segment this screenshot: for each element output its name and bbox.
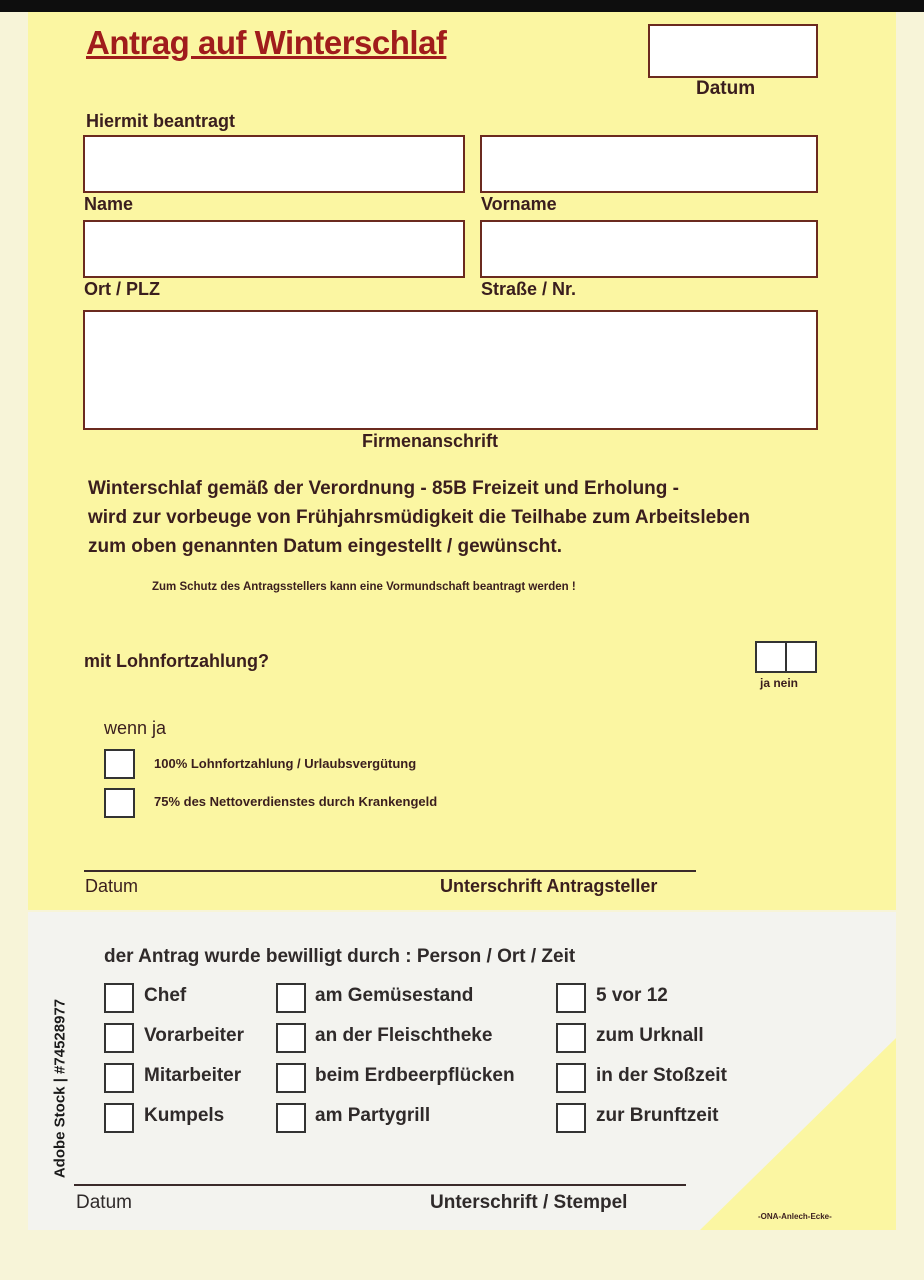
fleischtheke-checkbox[interactable]: [276, 1023, 306, 1053]
brunftzeit-label: zur Brunftzeit: [596, 1105, 719, 1126]
signature-line: [84, 870, 696, 872]
gemuesestand-checkbox[interactable]: [276, 983, 306, 1013]
mitarbeiter-label: Mitarbeiter: [144, 1065, 242, 1086]
vorarbeiter-label: Vorarbeiter: [144, 1025, 244, 1046]
vorarbeiter-checkbox[interactable]: [104, 1023, 134, 1053]
erdbeerpfluecken-label: beim Erdbeerpflücken: [315, 1065, 515, 1086]
sign-datum-label: Datum: [85, 876, 139, 896]
approval-signature-line: [74, 1184, 686, 1186]
paragraph-line: wird zur vorbeuge von Frühjahrsmüdigkeit die Teilhabe zum Arbeitsleben: [88, 507, 750, 528]
ort-plz-label: Ort / PLZ: [84, 279, 160, 299]
stosszeit-label: in der Stoßzeit: [596, 1065, 727, 1086]
approval-stempel-label: Unterschrift / Stempel: [430, 1192, 628, 1213]
strasse-label: Straße / Nr.: [481, 279, 577, 299]
datum-field[interactable]: [648, 24, 818, 78]
fuenf-vor-zwoelf-checkbox[interactable]: [556, 983, 586, 1013]
ja-nein-label: ja nein: [760, 676, 799, 690]
urknall-checkbox[interactable]: [556, 1023, 586, 1053]
description-paragraph: [88, 474, 868, 561]
firmenanschrift-label: Firmenanschrift: [362, 431, 499, 451]
top-bar: [0, 0, 924, 12]
form-title: Antrag auf Winterschlaf: [86, 24, 447, 61]
option-75-label: 75% des Nettoverdienstes durch Krankengeld: [154, 794, 438, 809]
paragraph-line: zum oben genannten Datum eingestellt / gewünscht.: [88, 536, 562, 557]
partygrill-label: am Partygrill: [315, 1105, 431, 1126]
name-label: Name: [84, 194, 134, 214]
strasse-field[interactable]: [480, 220, 818, 278]
notice-text: Zum Schutz des Antragsstellers kann eine Vormundschaft beantragt werden !: [152, 581, 576, 593]
firmenanschrift-field[interactable]: [83, 310, 818, 430]
urknall-label: zum Urknall: [596, 1025, 704, 1046]
intro-label: Hiermit beantragt: [86, 111, 236, 131]
sign-label: Unterschrift Antragsteller: [440, 876, 658, 896]
erdbeerpfluecken-checkbox[interactable]: [276, 1063, 306, 1093]
vorname-label: Vorname: [481, 194, 557, 214]
kumpels-checkbox[interactable]: [104, 1103, 134, 1133]
paragraph-line: Winterschlaf gemäß der Verordnung - 85B Freizeit und Erholung -: [88, 478, 680, 499]
approval-heading: der Antrag wurde bewilligt durch : Person / Ort / Zeit: [104, 946, 576, 967]
gemuesestand-label: am Gemüsestand: [315, 985, 474, 1006]
option-100-checkbox[interactable]: [104, 749, 135, 779]
option-100-label: 100% Lohnfortzahlung / Urlaubsvergütung: [154, 756, 417, 771]
stock-side-text: Adobe Stock | #74528977: [51, 998, 69, 1179]
wenn-ja-label: wenn ja: [104, 718, 167, 738]
ort-plz-field[interactable]: [83, 220, 465, 278]
datum-label: Datum: [696, 78, 756, 99]
name-field[interactable]: [83, 135, 465, 193]
ja-checkbox[interactable]: [755, 641, 787, 673]
nein-checkbox[interactable]: [785, 641, 817, 673]
stosszeit-checkbox[interactable]: [556, 1063, 586, 1093]
fuenf-vor-zwoelf-label: 5 vor 12: [596, 985, 668, 1006]
kumpels-label: Kumpels: [144, 1105, 225, 1126]
credit-text: -ONA-Anlech-Ecke-: [758, 1212, 832, 1221]
chef-checkbox[interactable]: [104, 983, 134, 1013]
approval-datum-label: Datum: [76, 1192, 132, 1213]
brunftzeit-checkbox[interactable]: [556, 1103, 586, 1133]
vorname-field[interactable]: [480, 135, 818, 193]
partygrill-checkbox[interactable]: [276, 1103, 306, 1133]
fleischtheke-label: an der Fleischtheke: [315, 1025, 493, 1046]
chef-label: Chef: [144, 985, 187, 1006]
lohn-question: mit Lohnfortzahlung?: [84, 651, 269, 671]
mitarbeiter-checkbox[interactable]: [104, 1063, 134, 1093]
option-75-checkbox[interactable]: [104, 788, 135, 818]
